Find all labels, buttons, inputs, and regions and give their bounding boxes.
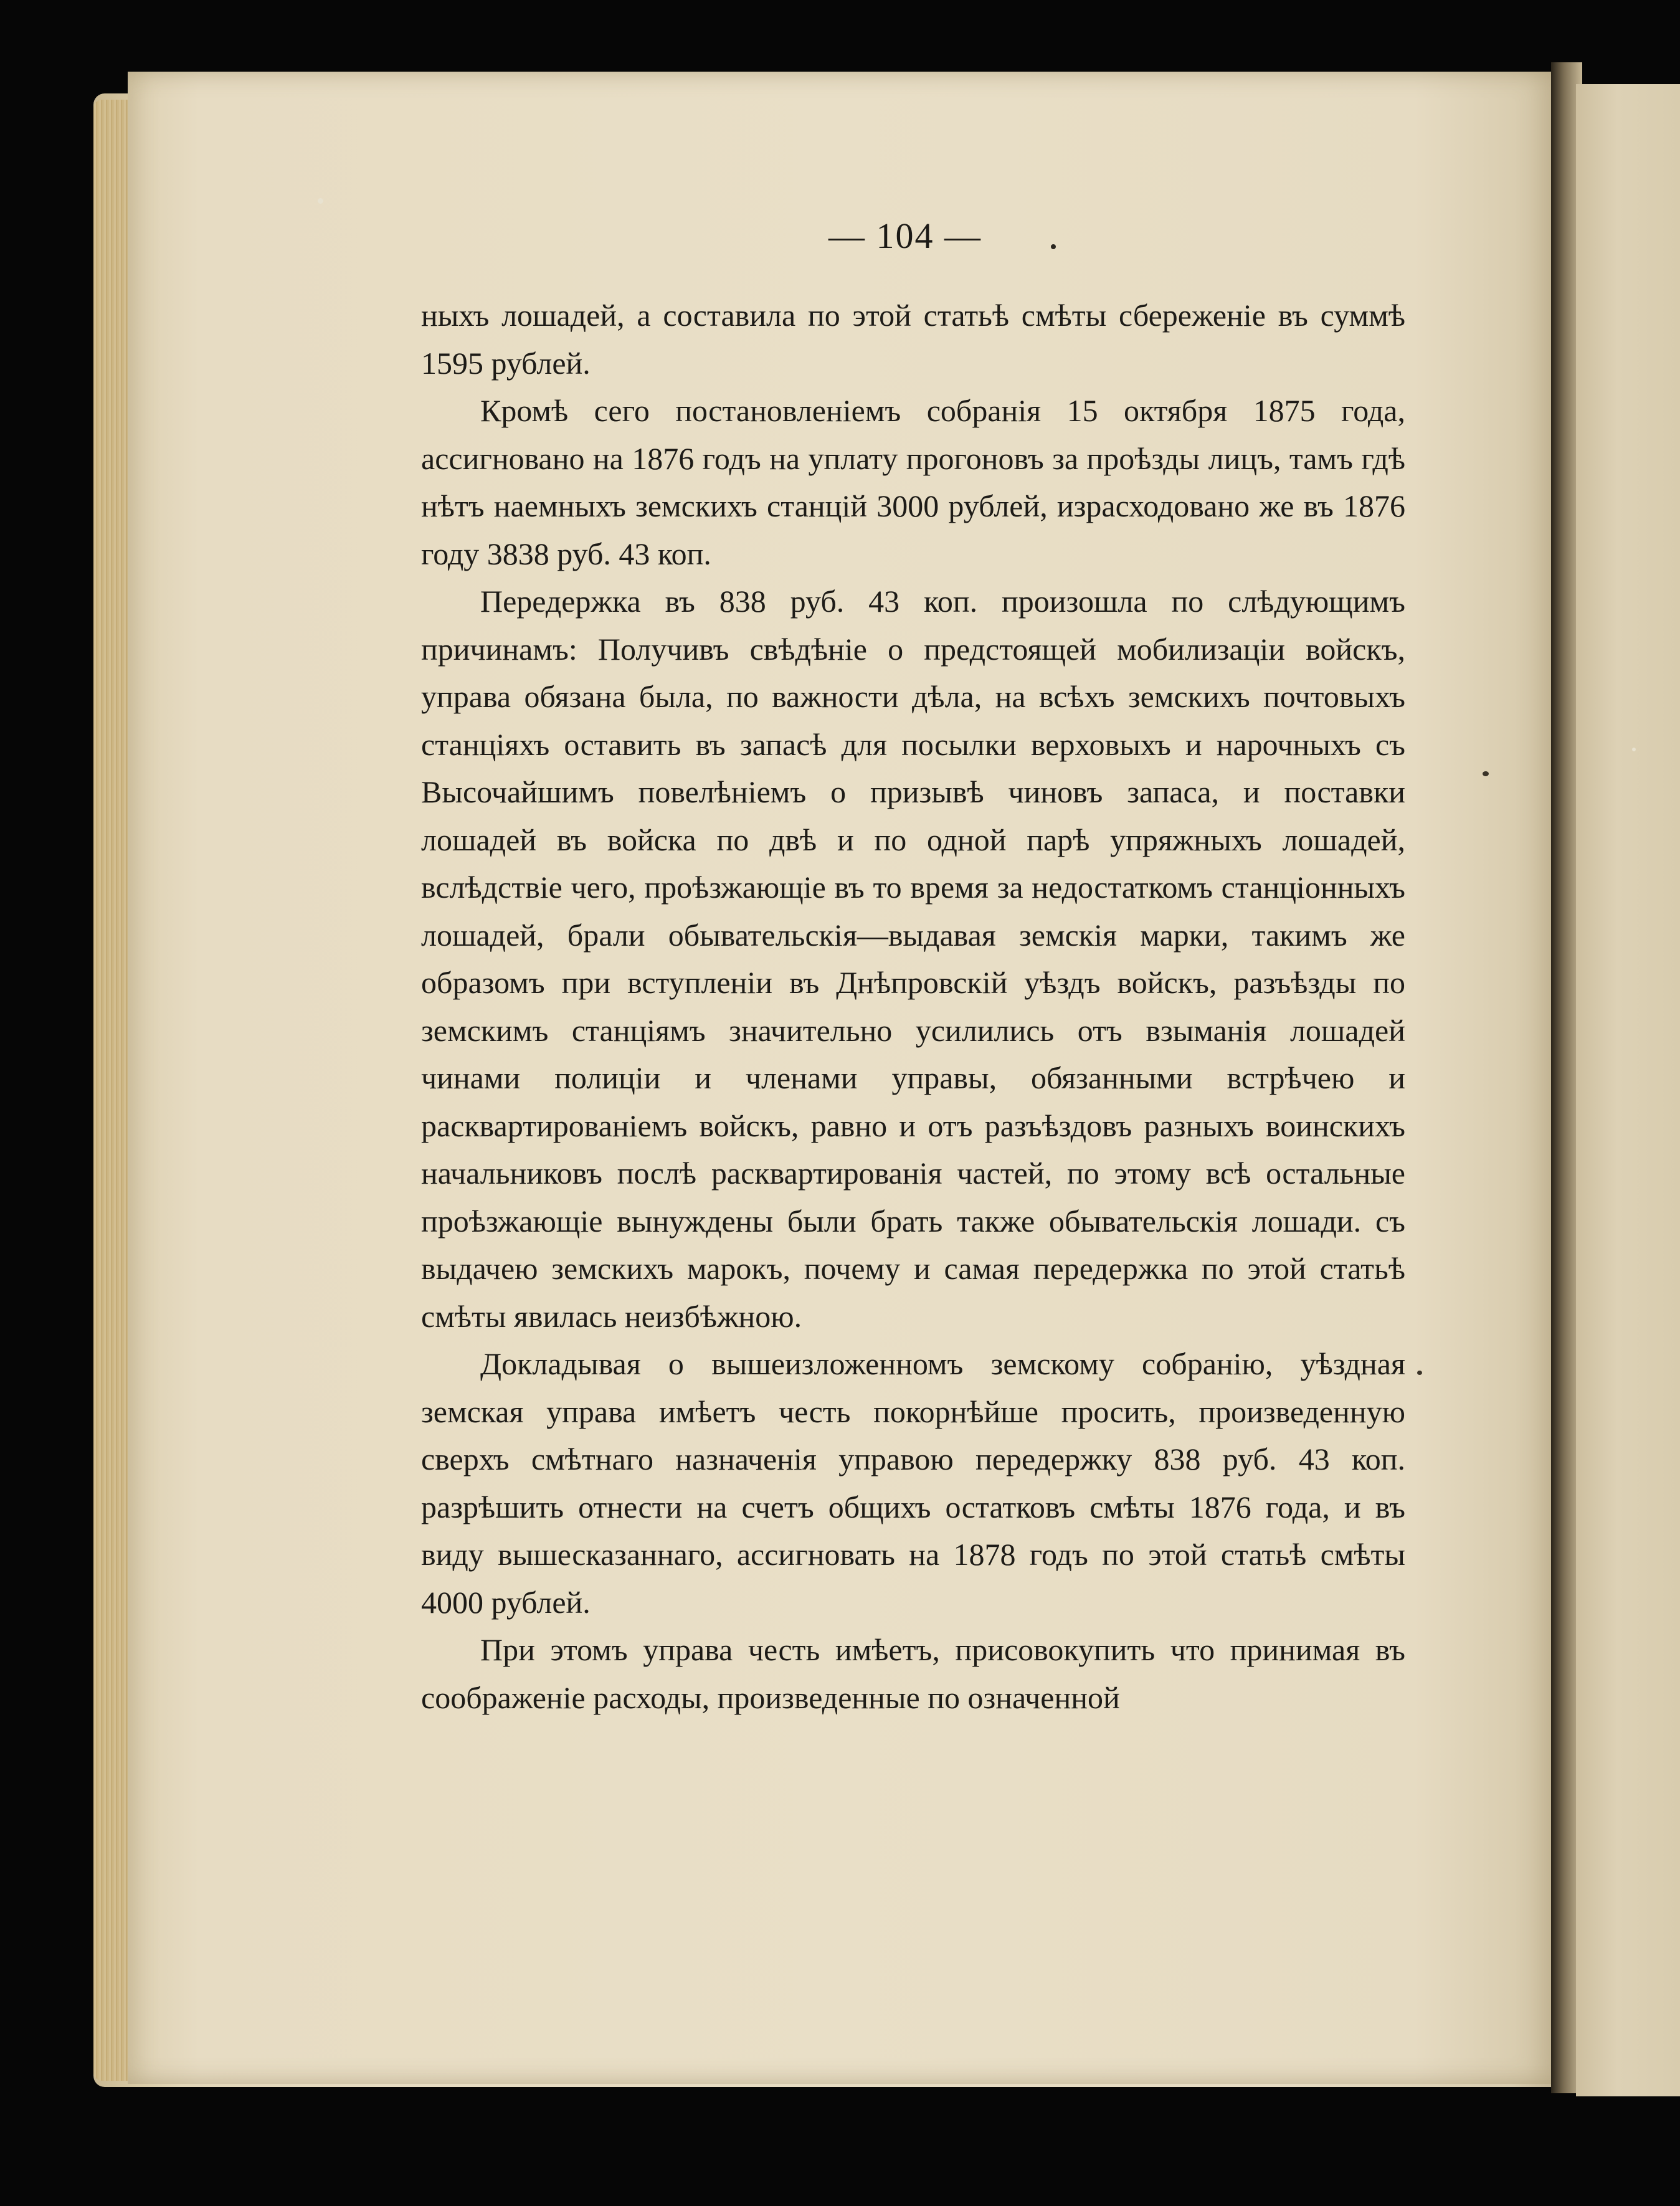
- paragraph-2: Кромѣ сего постановленіемъ собранія 15 октября 1875 года, ассигновано на 1876 годъ на уплату прогоновъ за проѣзды лицъ, тамъ гдѣ нѣтъ наемныхъ земскихъ станцій 3000 рублей, израсходовано же въ 1876 году 3838 руб. 43 коп.: [421, 393, 1405, 571]
- body-text: [421, 292, 1405, 1721]
- paragraph-5: При этомъ управа честь имѣетъ, присовокупить что принимая въ соображеніе расходы, произведенные по означенной: [421, 1632, 1405, 1715]
- paragraph-3: Передержка въ 838 руб. 43 коп. произошла по слѣдующимъ причинамъ: Получивъ свѣдѣніе о предстоящей мобилизаціи войскъ, управа обязана была, по важности дѣла, на всѣхъ земскихъ почтовыхъ станціяхъ оставить въ запасѣ для посылки верховыхъ и нарочныхъ съ Высочайшимъ повелѣніемъ о призывѣ чиновъ запаса, и поставки лошадей въ войска по двѣ и по одной парѣ упряжныхъ лошадей, вслѣдствіе чего, проѣзжающіе въ то время за недостаткомъ станціонныхъ лошадей, брали обывательскія—выдавая земскія марки, такимъ же образомъ при вступленіи въ Днѣпровскій уѣздъ войскъ, разъѣзды по земскимъ станціямъ значительно усилились отъ взыманія лошадей чинами полиціи и членами управы, обязанными встрѣчею и расквартированіемъ войскъ, равно и отъ разъѣздовъ разныхъ воинскихъ начальниковъ послѣ расквартированія частей, по этому всѣ остальные проѣзжающіе вынуждены были брать также обывательскія лошади. съ выдачею земскихъ марокъ, почему и самая передержка по этой статьѣ смѣты явилась неизбѣжною.: [421, 584, 1405, 1334]
- page-edges: [93, 100, 131, 2081]
- paragraph-4: Докладывая о вышеизложенномъ земскому собранію, уѣздная земская управа имѣетъ честь покорнѣйше просить, произведенную сверхъ смѣтнаго назначенія управою передержку 838 руб. 43 коп. разрѣшить отнести на счетъ общихъ остатковъ смѣты 1876 года, и въ виду вышесказаннаго, ассигновать на 1878 годъ по этой статьѣ смѣты 4000 рублей.: [421, 1346, 1405, 1620]
- paragraph-1: ныхъ лошадей, а составила по этой статьѣ смѣты сбереженіе въ суммѣ 1595 рублей.: [421, 298, 1405, 381]
- dust-speck: [318, 198, 323, 204]
- dust-speck: [1632, 748, 1636, 751]
- page-number: — 104 —: [828, 216, 982, 256]
- dust-speck: [1483, 771, 1489, 776]
- dust-speck: [1417, 1371, 1422, 1375]
- facing-page-edge: [1576, 84, 1680, 2096]
- dust-speck: [1051, 244, 1056, 249]
